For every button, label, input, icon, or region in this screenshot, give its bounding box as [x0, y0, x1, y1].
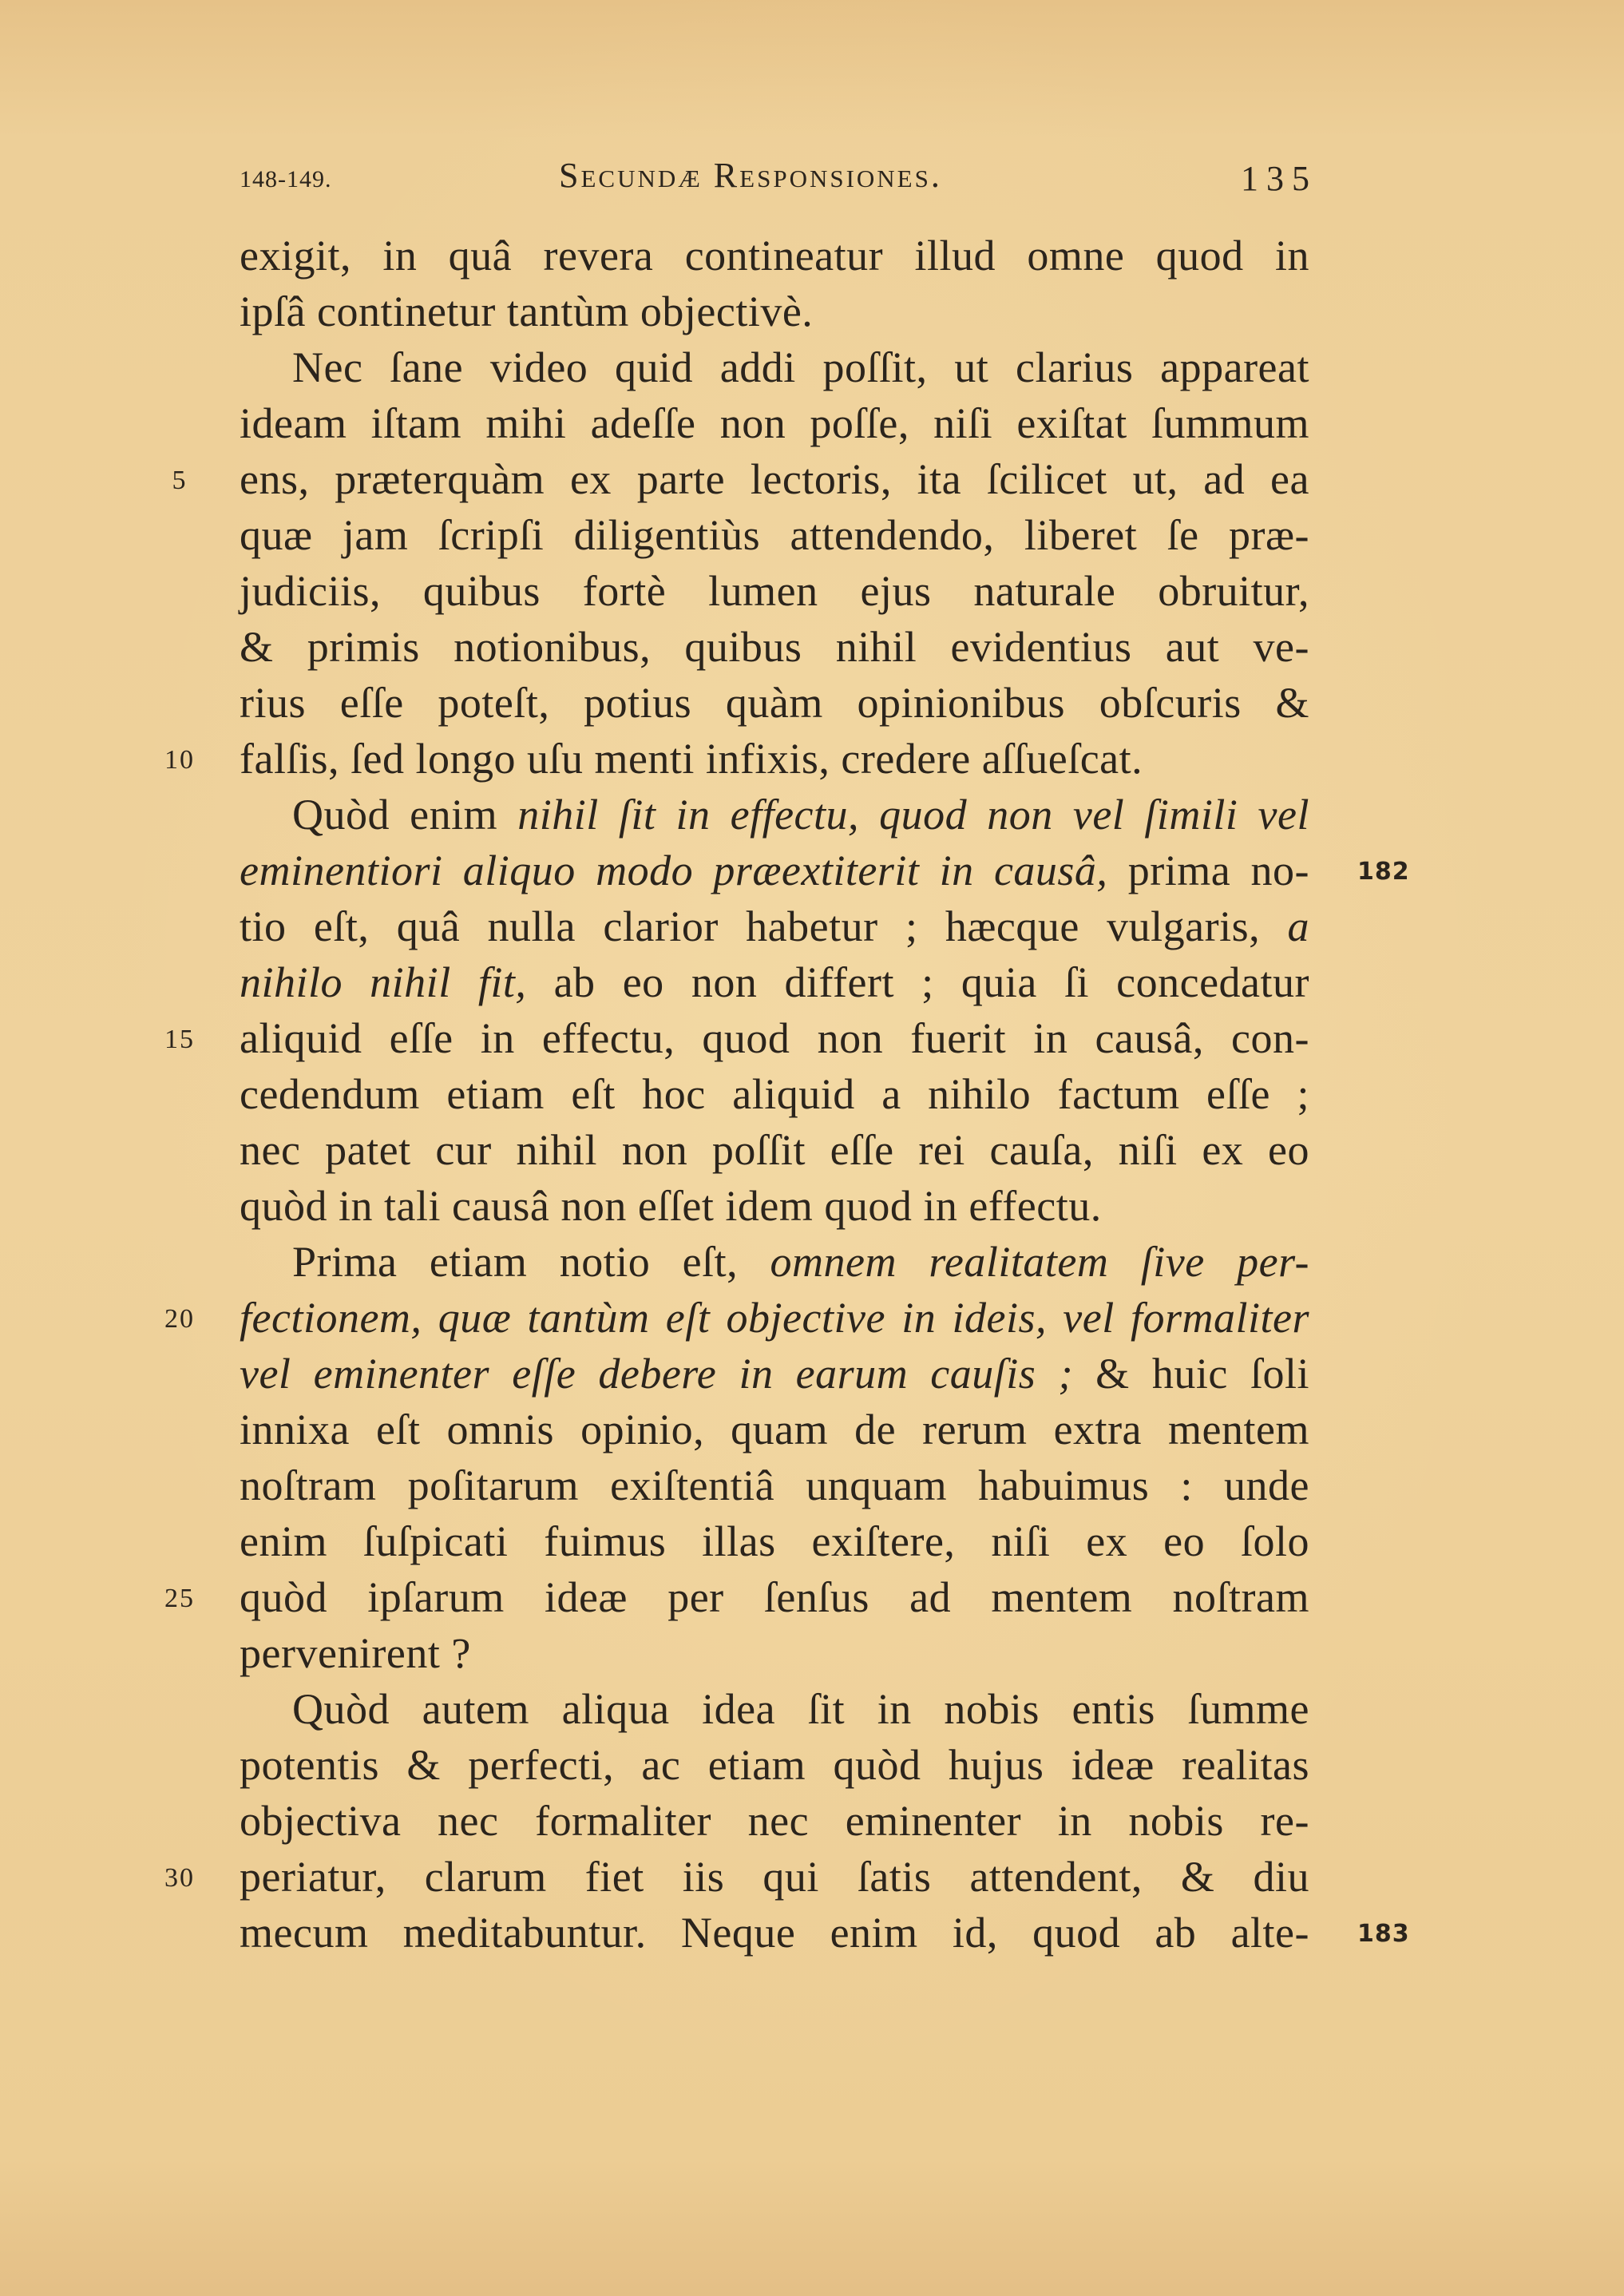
line-text: judiciis, quibus fortè lumen ejus naturale obruitur, [240, 567, 1309, 615]
text-line [240, 1346, 1309, 1402]
line-text: falſis, ſed longo uſu menti infixis, credere aſſueſcat. [240, 735, 1143, 783]
line-text: quòd ipſarum ideæ per ſenſus ad mentem noſtram [240, 1573, 1309, 1621]
roman-text: ab eo non differt ; quia ſi concedatur [526, 958, 1310, 1006]
line-text: quæ jam ſcripſi diligentiùs attendendo, liberet ſe præ- [240, 511, 1309, 559]
italic-text: nihilo nihil fit, [240, 958, 527, 1006]
text-line [240, 1234, 1309, 1290]
line-text [292, 1234, 1309, 1290]
line-text [240, 1346, 1309, 1402]
line-number: 20 [164, 1304, 195, 1334]
page-range: 148-149. [240, 166, 332, 192]
running-title: Secundæ Responsiones. [559, 156, 942, 195]
text-line [240, 898, 1309, 954]
line-text: periatur, clarum fiet iis qui ſatis attendent, & diu [240, 1853, 1309, 1901]
italic-text: a [1287, 902, 1309, 950]
roman-text: prima no- [1107, 847, 1309, 894]
margin-reference: 183 [1357, 1920, 1410, 1948]
line-text: enim ſuſpicati fuimus illas exiſtere, niſi ex eo ſolo [240, 1517, 1309, 1565]
text-line [240, 339, 1309, 395]
text-line [164, 1849, 1309, 1905]
running-header [240, 155, 1317, 203]
text-line [240, 675, 1309, 731]
body-text [164, 228, 1410, 1961]
line-text: cedendum etiam eſt hoc aliquid a nihilo factum eſſe ; [240, 1070, 1309, 1118]
text-line [240, 787, 1309, 843]
italic-text: fectionem, quæ tantùm eſt objective in ideis, vel formaliter [240, 1294, 1309, 1342]
text-line [240, 1122, 1309, 1178]
text-line [240, 563, 1309, 619]
text-line [164, 1010, 1309, 1066]
line-text: mecum meditabuntur. Neque enim id, quod ab alte- [240, 1909, 1309, 1957]
text-line [240, 1793, 1309, 1849]
line-text: ideam iſtam mihi adeſſe non poſſe, niſi exiſtat ſummum [240, 399, 1309, 447]
line-text [240, 1290, 1309, 1346]
italic-text: eminentiori aliquo modo præextiterit in causâ, [240, 847, 1108, 894]
text-line [240, 843, 1410, 898]
line-text: aliquid eſſe in effectu, quod non fuerit in causâ, con- [240, 1014, 1309, 1062]
line-text: Nec ſane video quid addi poſſit, ut clarius appareat [292, 343, 1309, 391]
line-text: nec patet cur nihil non poſſit eſſe rei cauſa, niſi ex eo [240, 1126, 1309, 1174]
italic-text: omnem realitatem ſive per- [770, 1238, 1309, 1286]
line-number: 25 [164, 1584, 195, 1613]
text-line [240, 1066, 1309, 1122]
line-text: objectiva nec formaliter nec eminenter in nobis re- [240, 1797, 1309, 1845]
line-text: potentis & perfecti, ac etiam quòd hujus ideæ realitas [240, 1741, 1309, 1789]
line-text: ens, præterquàm ex parte lectoris, ita ſcilicet ut, ad ea [240, 455, 1309, 503]
line-number: 10 [164, 745, 195, 775]
text-line [240, 1681, 1309, 1737]
text-line [240, 1402, 1309, 1457]
text-line [240, 1905, 1410, 1961]
line-text: pervenirent ? [240, 1629, 471, 1677]
italic-text: vel eminenter eſſe debere in earum cauſis ; [240, 1350, 1073, 1398]
text-line [240, 954, 1309, 1010]
roman-text: Quòd enim [292, 791, 518, 839]
text-line [240, 284, 1309, 339]
line-text: & primis notionibus, quibus nihil evidentius aut ve- [240, 623, 1309, 671]
text-line [240, 395, 1309, 451]
margin-reference: 182 [1357, 858, 1410, 886]
folio-number: 135 [1241, 159, 1317, 198]
text-line [240, 228, 1309, 284]
line-text: noſtram poſitarum exiſtentiâ unquam habuimus : unde [240, 1461, 1309, 1509]
text-line [240, 1737, 1309, 1793]
text-line [240, 1457, 1309, 1513]
line-text: ipſâ continetur tantùm objectivè. [240, 287, 814, 335]
text-line [240, 507, 1309, 563]
line-number: 15 [164, 1025, 195, 1054]
text-line [240, 619, 1309, 675]
roman-text: Prima etiam notio eſt, [292, 1238, 770, 1286]
italic-text: nihil ſit in effectu, quod non vel ſimili vel [517, 791, 1309, 839]
text-line [240, 1178, 1309, 1234]
roman-text: & huic ſoli [1072, 1350, 1310, 1398]
line-text: exigit, in quâ revera contineatur illud omne quod in [240, 232, 1309, 280]
line-text: innixa eſt omnis opinio, quam de rerum extra mentem [240, 1406, 1309, 1453]
text-line [164, 731, 1309, 787]
line-number: 5 [172, 466, 188, 495]
line-text [240, 843, 1309, 898]
text-line [240, 1625, 1309, 1681]
line-number: 30 [164, 1863, 195, 1893]
text-line [172, 451, 1309, 507]
text-line [240, 1513, 1309, 1569]
line-text [240, 898, 1309, 954]
line-text: Quòd autem aliqua idea ſit in nobis entis ſumme [292, 1685, 1309, 1733]
roman-text: tio eſt, quâ nulla clarior habetur ; hæcque vulgaris, [240, 902, 1288, 950]
text-line [164, 1290, 1309, 1346]
line-text: quòd in tali causâ non eſſet idem quod in effectu. [240, 1182, 1102, 1230]
text-line [164, 1569, 1309, 1625]
line-text [240, 954, 1309, 1010]
line-text: rius eſſe poteſt, potius quàm opinionibus obſcuris & [240, 679, 1309, 727]
line-text [292, 787, 1309, 843]
